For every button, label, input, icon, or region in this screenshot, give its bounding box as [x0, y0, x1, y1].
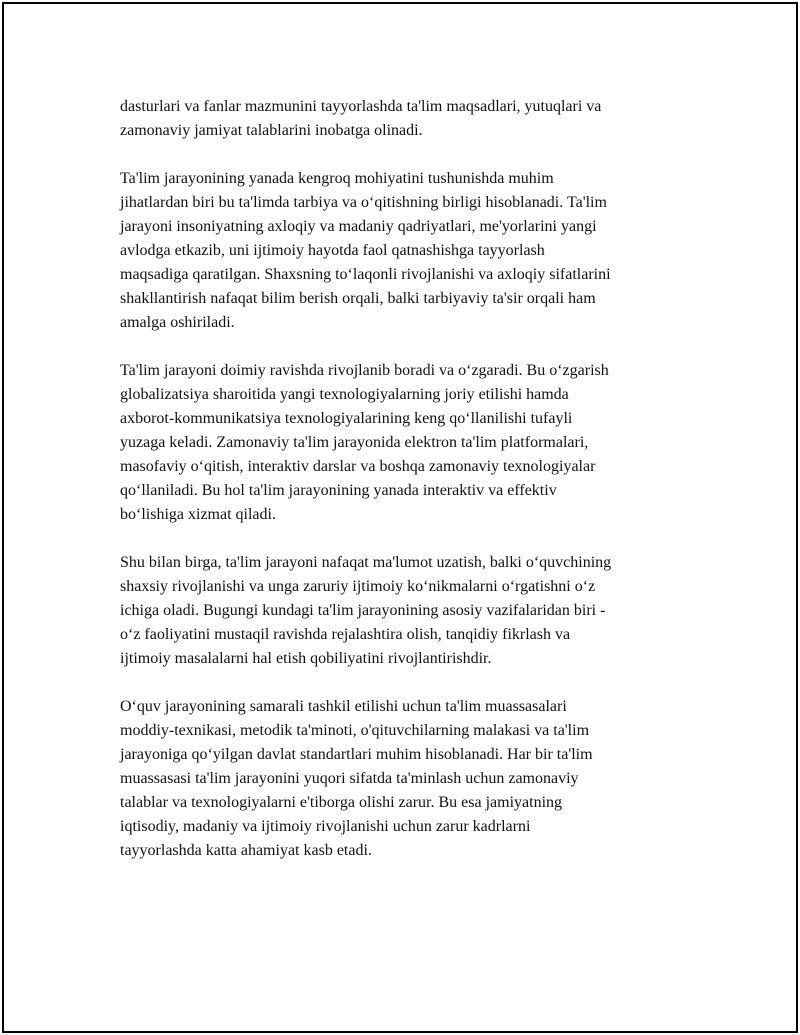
text-line: dasturlari va fanlar mazmunini tayyorlashda ta'lim maqsadlari, yutuqlari va: [120, 98, 602, 115]
text-line: O‘quv jarayonining samarali tashkil etilishi uchun ta'lim muassasalari: [120, 698, 567, 715]
text-line: tayyorlashda katta ahamiyat kasb etadi.: [120, 842, 372, 859]
document-body: [120, 95, 690, 887]
text-line: qo‘llaniladi. Bu hol ta'lim jarayonining yanada interaktiv va effektiv: [120, 482, 557, 499]
text-line: jarayoni insoniyatning axloqiy va madaniy qadriyatlari, me'yorlarini yangi: [120, 218, 597, 235]
text-line: muassasasi ta'lim jarayonini yuqori sifatda ta'minlash uchun zamonaviy: [120, 770, 579, 787]
paragraph: [120, 695, 690, 863]
document-page: [2, 2, 798, 1033]
paragraph: [120, 551, 690, 671]
text-line: zamonaviy jamiyat talablarini inobatga olinadi.: [120, 122, 423, 139]
text-line: Shu bilan birga, ta'lim jarayoni nafaqat ma'lumot uzatish, balki o‘quvchining: [120, 554, 612, 571]
text-line: masofaviy o‘qitish, interaktiv darslar va boshqa zamonaviy texnologiyalar: [120, 458, 596, 475]
text-line: yuzaga keladi. Zamonaviy ta'lim jarayonida elektron ta'lim platformalari,: [120, 434, 589, 451]
text-line: axborot-kommunikatsiya texnologiyalarining keng qo‘llanilishi tufayli: [120, 410, 573, 427]
paragraph: [120, 359, 690, 527]
text-line: shakllantirish nafaqat bilim berish orqali, balki tarbiyaviy ta'sir orqali ham: [120, 290, 596, 307]
text-line: jihatlardan biri bu ta'limda tarbiya va o‘qitishning birligi hisoblanadi. Ta'lim: [120, 194, 607, 211]
paragraph: [120, 95, 690, 143]
text-line: shaxsiy rivojlanishi va unga zaruriy ijtimoiy ko‘nikmalarni o‘rgatishni o‘z: [120, 578, 596, 595]
text-line: maqsadiga qaratilgan. Shaxsning to‘laqonli rivojlanishi va axloqiy sifatlarini: [120, 266, 611, 283]
text-line: amalga oshiriladi.: [120, 314, 235, 331]
text-line: Ta'lim jarayonining yanada kengroq mohiyatini tushunishda muhim: [120, 170, 554, 187]
text-line: jarayoniga qo‘yilgan davlat standartlari muhim hisoblanadi. Har bir ta'lim: [120, 746, 593, 763]
text-line: ijtimoiy masalalarni hal etish qobiliyatini rivojlantirishdir.: [120, 650, 492, 667]
text-line: bo‘lishiga xizmat qiladi.: [120, 506, 276, 523]
text-line: moddiy-texnikasi, metodik ta'minoti, o'qituvchilarning malakasi va ta'lim: [120, 722, 590, 739]
text-line: avlodga etkazib, uni ijtimoiy hayotda faol qatnashishga tayyorlash: [120, 242, 545, 259]
text-line: o‘z faoliyatini mustaqil ravishda rejalashtira olish, tanqidiy fikrlash va: [120, 626, 571, 643]
text-line: globalizatsiya sharoitida yangi texnologiyalarning joriy etilishi hamda: [120, 386, 569, 403]
text-line: talablar va texnologiyalarni e'tiborga olishi zarur. Bu esa jamiyatning: [120, 794, 563, 811]
text-line: Ta'lim jarayoni doimiy ravishda rivojlanib boradi va o‘zgaradi. Bu o‘zgarish: [120, 362, 609, 379]
text-line: iqtisodiy, madaniy va ijtimoiy rivojlanishi uchun zarur kadrlarni: [120, 818, 531, 835]
paragraph: [120, 167, 690, 335]
text-line: ichiga oladi. Bugungi kundagi ta'lim jarayonining asosiy vazifalaridan biri -: [120, 602, 606, 619]
